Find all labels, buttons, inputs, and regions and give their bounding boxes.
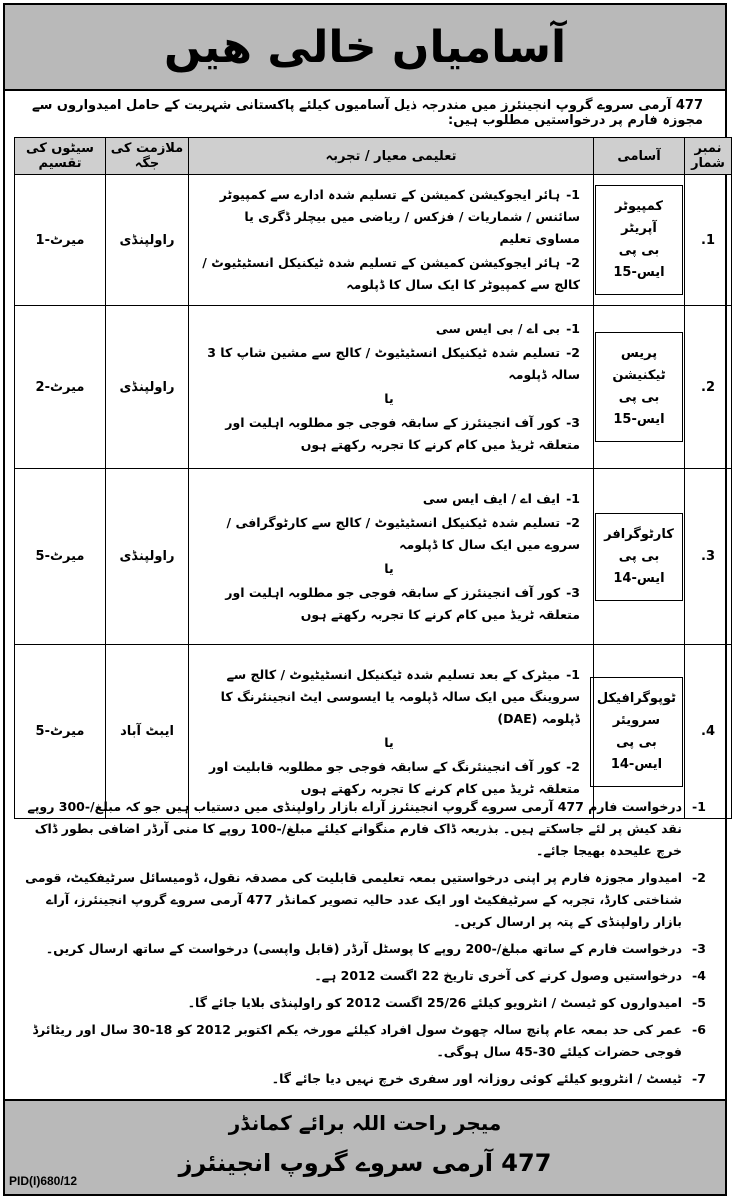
note-text: درخواستیں وصول کرنے کی آخری تاریخ 22 اگست 2012 ہے۔	[314, 968, 682, 983]
header-place: ملازمت کی جگہ	[106, 138, 189, 175]
post-title-box	[595, 332, 683, 442]
qualification-item	[198, 252, 580, 296]
header-seats: سیٹوں کی تقسیم	[15, 138, 106, 175]
table-row	[15, 469, 732, 645]
header-sr: نمبر شمار	[685, 138, 732, 175]
qualification-text: کور آف انجینئرز کے سابقہ فوجی جو مطلوبہ اہلیت اور متعلقہ ٹریڈ میں کام کرنے کا تجربہ رکھتے ہوں	[225, 584, 580, 622]
footer-banner	[5, 1099, 725, 1194]
list-item	[14, 867, 716, 933]
note-number: 3-	[692, 941, 706, 956]
post-title-box	[595, 513, 683, 601]
qualification-item	[198, 756, 580, 800]
note-number: 1-	[692, 799, 706, 814]
table-row	[15, 645, 732, 819]
list-item	[14, 938, 716, 960]
qualification-text: تسلیم شدہ ٹیکنیکل انسٹیٹیوٹ / کالج سے مشین شاپ کا 3 سالہ ڈپلومہ	[207, 345, 580, 382]
post-scale: بی پی ایس-14	[613, 548, 665, 586]
note-text: عمر کی حد بمعہ عام پانچ سالہ چھوٹ سول افراد کیلئے مورخہ یکم اکتوبر 2012 کو 18-30 سال اور ریٹائرڈ فوجی حضرات کیلئے 30-45 سال ہوگی۔	[32, 1022, 682, 1059]
qualification-number: 1-	[566, 490, 580, 506]
qualification-number: 1-	[566, 321, 580, 336]
row-seats: میرٹ-5	[15, 469, 106, 645]
row-sr: 1.	[685, 175, 732, 306]
row-qualification	[189, 306, 594, 469]
note-number: 2-	[692, 870, 706, 885]
row-post	[594, 175, 685, 306]
row-qualification	[189, 469, 594, 645]
intro-text: 477 آرمی سروے گروپ انجینئرز میں مندرجہ ذیل آسامیوں کیلئے پاکستانی شہریت کے حامل امیدواروں سے مجوزہ فارم پر درخواستیں مطلوب ہیں:	[32, 98, 703, 128]
qualification-item	[198, 664, 580, 730]
qualification-text: کور آف انجینئرنگ کے سابقہ فوجی جو مطلوبہ قابلیت اور متعلقہ ٹریڈ میں کام کرنے کا تجربہ رکھتے ہوں	[209, 758, 580, 796]
qualification-text: ایف اے / ایف ایس سی	[422, 490, 561, 506]
note-text: درخواست فارم کے ساتھ مبلغ/-200 روپے کا پوسٹل آرڈر (قابل واپسی) درخواست کے ساتھ ارسال کریں۔	[45, 941, 682, 956]
row-place: راولپنڈی	[106, 469, 189, 645]
advertisement-page	[3, 3, 727, 1196]
list-item	[14, 1019, 716, 1063]
or-separator: یا	[384, 734, 394, 750]
qualification-text: میٹرک کے بعد تسلیم شدہ ٹیکنیکل انسٹیٹیوٹ / کالج سے سروینگ میں ایک سالہ ڈپلومہ یا ایسوسی ایٹ انجینئرنگ کا ڈپلومہ (DAE)	[220, 666, 580, 726]
table-row	[15, 306, 732, 469]
header-qualification: تعلیمی معیار / تجربہ	[189, 138, 594, 175]
table-header-row	[15, 138, 732, 175]
header-post: آسامی	[594, 138, 685, 175]
row-seats: میرٹ-1	[15, 175, 106, 306]
qualification-number: 1-	[566, 666, 580, 682]
qualification-item	[198, 412, 580, 456]
row-place: ایبٹ آباد	[106, 645, 189, 819]
qualification-text: ہائر ایجوکیشن کمیشن کے تسلیم شدہ ٹیکنیکل انسٹیٹیوٹ / کالج سے کمپیوٹر کا ایک سال کا ڈپلومہ	[202, 255, 580, 292]
note-number: 5-	[692, 995, 706, 1010]
note-number: 7-	[692, 1071, 706, 1086]
qualification-item	[198, 318, 580, 340]
note-text: ٹیسٹ / انٹرویو کیلئے کوئی روزانہ اور سفری خرچ نہیں دیا جائے گا۔	[271, 1071, 682, 1086]
table-row	[15, 175, 732, 306]
row-sr: 2.	[685, 306, 732, 469]
post-scale: بی پی ایس-14	[610, 734, 663, 772]
qualification-item	[198, 582, 580, 626]
note-text: درخواست فارم 477 آرمی سروے گروپ انجینئرز آراے بازار راولپنڈی میں دستیاب ہیں جو کہ مبلغ/-300 روپے نقد کیش پر لئے جاسکتے ہیں۔ بذریعہ ڈاک فارم منگوانے کیلئے مبلغ/-100 روپے کا منی آرڈر اضافی بطور ڈاک خرچ علیحدہ بھیجا جائے۔	[27, 799, 682, 858]
qualification-number: 2-	[566, 345, 580, 360]
row-seats: میرٹ-2	[15, 306, 106, 469]
row-post	[594, 306, 685, 469]
post-scale: بی پی ایس-15	[613, 243, 665, 280]
qualification-item	[198, 488, 580, 510]
qualification-item	[198, 342, 580, 386]
qualification-number: 2-	[566, 758, 580, 774]
qualification-text: بی اے / بی ایس سی	[435, 321, 561, 336]
notes-list	[14, 796, 716, 1122]
or-separator: یا	[384, 560, 394, 576]
header-banner	[5, 5, 725, 91]
organization-name: 477 آرمی سروے گروپ انجینئرز	[178, 1149, 552, 1177]
post-title-box	[595, 185, 683, 295]
row-post	[594, 645, 685, 819]
row-qualification	[189, 645, 594, 819]
post-name: کارٹوگرافر	[604, 526, 674, 542]
signatory-name: میجر راحت اللہ برائے کمانڈر	[228, 1111, 502, 1135]
qualification-number: 2-	[566, 255, 580, 270]
note-text: امیدوار مجوزہ فارم پر اپنی درخواستیں بمعہ تعلیمی قابلیت کی مصدقہ نقول، ڈومیسائل سرٹیفکیٹ، قومی شناختی کارڈ، تجربہ کے سرٹیفکیٹ اور ایک عدد حالیہ تصویر کمانڈر 477 آرمی سروے گروپ انجینئرز، آراے بازار راولپنڈی کے پتہ پر ارسال کریں۔	[25, 870, 682, 929]
post-name: ٹوپوگرافیکل سرویئر	[596, 690, 676, 728]
qualification-text: کور آف انجینئرز کے سابقہ فوجی جو مطلوبہ اہلیت اور متعلقہ ٹریڈ میں کام کرنے کا تجربہ رکھتے ہوں	[225, 415, 580, 452]
note-number: 6-	[692, 1022, 706, 1037]
qualification-number: 2-	[566, 514, 580, 530]
row-sr: 3.	[685, 469, 732, 645]
post-title-box	[590, 677, 683, 787]
row-post	[594, 469, 685, 645]
list-item	[14, 796, 716, 862]
vacancies-table	[14, 137, 732, 819]
post-scale: بی پی ایس-15	[613, 390, 665, 427]
note-number: 4-	[692, 968, 706, 983]
pid-number: PID(I)680/12	[9, 1174, 78, 1188]
qualification-item	[198, 512, 580, 556]
qualification-text: تسلیم شدہ ٹیکنیکل انسٹیٹیوٹ / کالج سے کارٹوگرافی / سروے میں ایک سال کا ڈپلومہ	[226, 514, 580, 552]
qualification-number: 3-	[566, 415, 580, 430]
row-place: راولپنڈی	[106, 306, 189, 469]
qualification-text: ہائر ایجوکیشن کمیشن کے تسلیم شدہ ادارے سے کمپیوٹر سائنس / شماریات / فزکس / ریاضی میں بیچلر ڈگری یا مساوی تعلیم	[219, 187, 580, 246]
list-item	[14, 992, 716, 1014]
row-place: راولپنڈی	[106, 175, 189, 306]
qualification-item	[198, 184, 580, 250]
qualification-number: 1-	[566, 187, 580, 202]
page-title: آسامیاں خالی ھیں	[163, 21, 567, 73]
note-text: امیدواروں کو ٹیسٹ / انٹرویو کیلئے 25/26 اگست 2012 کو راولپنڈی بلایا جائے گا۔	[187, 995, 682, 1010]
row-seats: میرٹ-5	[15, 645, 106, 819]
post-name: پریس ٹیکنیشن	[612, 346, 666, 383]
row-sr: 4.	[685, 645, 732, 819]
or-separator: یا	[384, 391, 394, 406]
list-item	[14, 965, 716, 987]
row-qualification	[189, 175, 594, 306]
qualification-number: 3-	[566, 584, 580, 600]
post-name: کمپیوٹر آپریٹر	[614, 199, 663, 236]
list-item	[14, 1068, 716, 1090]
